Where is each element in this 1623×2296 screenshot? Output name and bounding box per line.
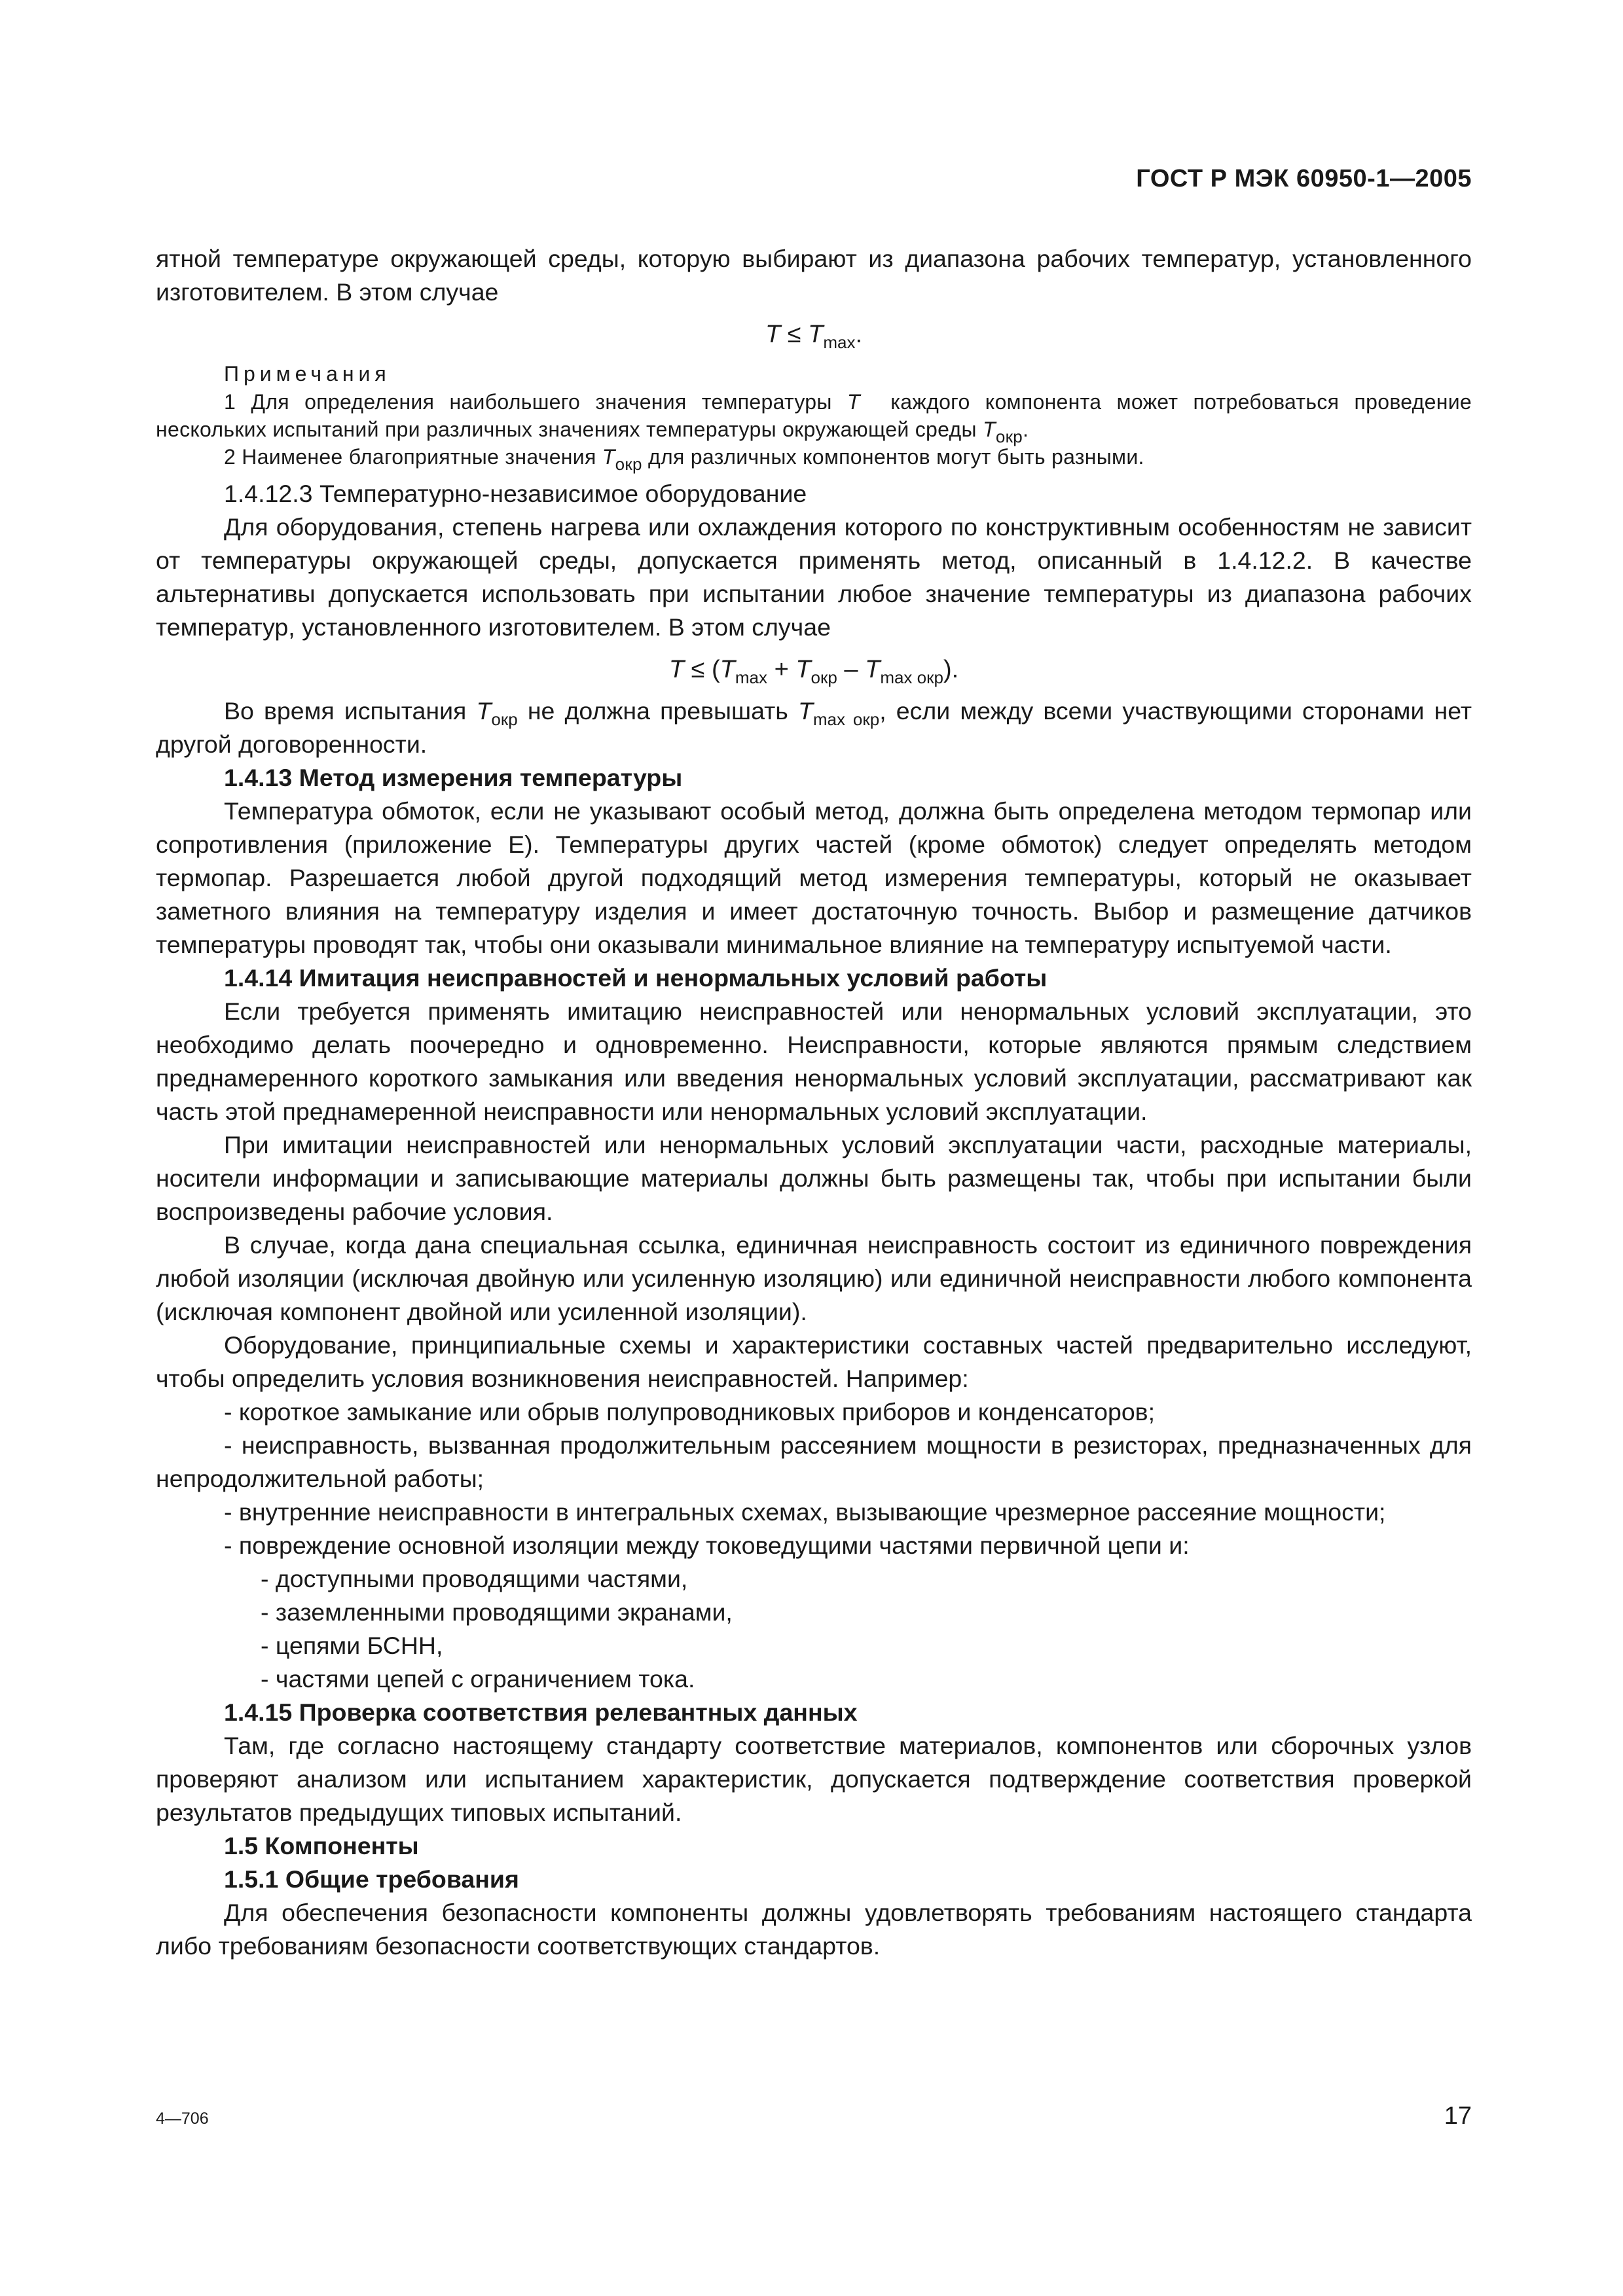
sub-list-item: - доступными проводящими частями, [261, 1565, 688, 1592]
sub-list-item: - цепями БСНН, [261, 1632, 443, 1659]
paragraph: Для обеспечения безопасности компоненты должны удовлетворять требованиям настоящего стандарта либо требованиям безопасности соответствующих стандартов. [156, 1899, 1472, 1960]
heading-1-5-1: 1.5.1 Общие требования [224, 1865, 519, 1893]
paragraph: При имитации неисправностей или ненормальных условий эксплуатации части, расходные материалы, носители информации и записывающие материалы должны быть размещены так, чтобы при испытании были воспроизведены рабочие условия. [156, 1131, 1472, 1225]
heading-1-4-14: 1.4.14 Имитация неисправностей и ненормальных условий работы [224, 964, 1048, 992]
page-number: 17 [1444, 2102, 1472, 2130]
document-code: ГОСТ Р МЭК 60950-1—2005 [1136, 165, 1472, 192]
paragraph: В случае, когда дана специальная ссылка, единичная неисправность состоит из единичного повреждения любой изоляции (исключая двойную или усиленную изоляцию) или единичной неисправности любого компонента (исключая компонент двойной или усиленной изоляции). [156, 1231, 1472, 1325]
formula-2: $T \le (T_{max} + T_{окр} - T_{max окр})$. [668, 656, 959, 687]
paragraph: Во время испытания $T_{окр}$ не должна превышать $T_{max окр}$, если между всеми участвующими сторонами нет другой договоренности. [156, 697, 1472, 758]
list-item: - внутренние неисправности в интегральных схемах, вызывающие чрезмерное рассеяние мощности; [224, 1498, 1386, 1526]
heading-1-5: 1.5 Компоненты [224, 1832, 419, 1859]
page-content [156, 242, 1472, 1963]
sub-list-item: - частями цепей с ограничением тока. [261, 1665, 695, 1693]
list-item: - неисправность, вызванная продолжительным рассеянием мощности в резисторах, предназначенных для непродолжительной работы; [156, 1431, 1472, 1492]
list-item: - короткое замыкание или обрыв полупроводниковых приборов и конденсаторов; [224, 1398, 1156, 1426]
note-1: 1 Для определения наибольшего значения температуры T каждого компонента может потребоваться проведение нескольких испытаний при различных значениях температуры окружающей среды $T_{окр}$. [156, 390, 1472, 446]
notes-title: Примечания [224, 362, 391, 386]
section-1-4-12-3: 1.4.12.3 Температурно-независимое оборудование [224, 480, 807, 507]
paragraph: Если требуется применять имитацию неисправностей или ненормальных условий эксплуатации, это необходимо делать поочередно и одновременно. Неисправности, которые являются прямым следствием преднамеренного короткого замыкания или введения ненормальных условий эксплуатации, рассматривают как часть этой преднамеренной неисправности или ненормальных условий эксплуатации. [156, 997, 1472, 1125]
paragraph: Оборудование, принципиальные схемы и характеристики составных частей предварительно исследуют, чтобы определить условия возникновения неисправностей. Например: [156, 1331, 1472, 1392]
heading-1-4-13: 1.4.13 Метод измерения температуры [224, 764, 683, 791]
paragraph: Там, где согласно настоящему стандарту соответствие материалов, компонентов или сборочных узлов проверяют анализом или испытанием характеристик, допускается подтверждение соответствия проверкой результатов предыдущих типовых испытаний. [156, 1732, 1472, 1826]
sheet-code: 4—706 [156, 2109, 209, 2128]
heading-1-4-15: 1.4.15 Проверка соответствия релевантных данных [224, 1698, 858, 1726]
list-item: - повреждение основной изоляции между токоведущими частями первичной цепи и: [224, 1532, 1190, 1559]
paragraph: Температура обмоток, если не указывают особый метод, должна быть определена методом термопар или сопротивления (приложение Е). Температуры других частей (кроме обмоток) следует определять методом термопар. Разрешается любой другой подходящий метод измерения температуры, который не оказывает заметного влияния на температуру изделия и имеет достаточную точность. Выбор и размещение датчиков температуры проводят так, чтобы они оказывали минимальное влияние на температуру испытуемой части. [156, 797, 1472, 958]
paragraph: ятной температуре окружающей среды, которую выбирают из диапазона рабочих температур, установленного изготовителем. В этом случае [156, 245, 1472, 306]
sub-list-item: - заземленными проводящими экранами, [261, 1598, 733, 1626]
note-2: 2 Наименее благоприятные значения $T_{окр}$ для различных компонентов могут быть разными. [224, 445, 1144, 474]
formula-1: $T \le T_{max}$. [765, 321, 863, 352]
paragraph: Для оборудования, степень нагрева или охлаждения которого по конструктивным особенностям не зависит от температуры окружающей среды, допускается применять метод, описанный в 1.4.12.2. В качестве альтернативы допускается использовать при испытании любое значение температуры из диапазона рабочих температур, установленного изготовителем. В этом случае [156, 513, 1472, 641]
